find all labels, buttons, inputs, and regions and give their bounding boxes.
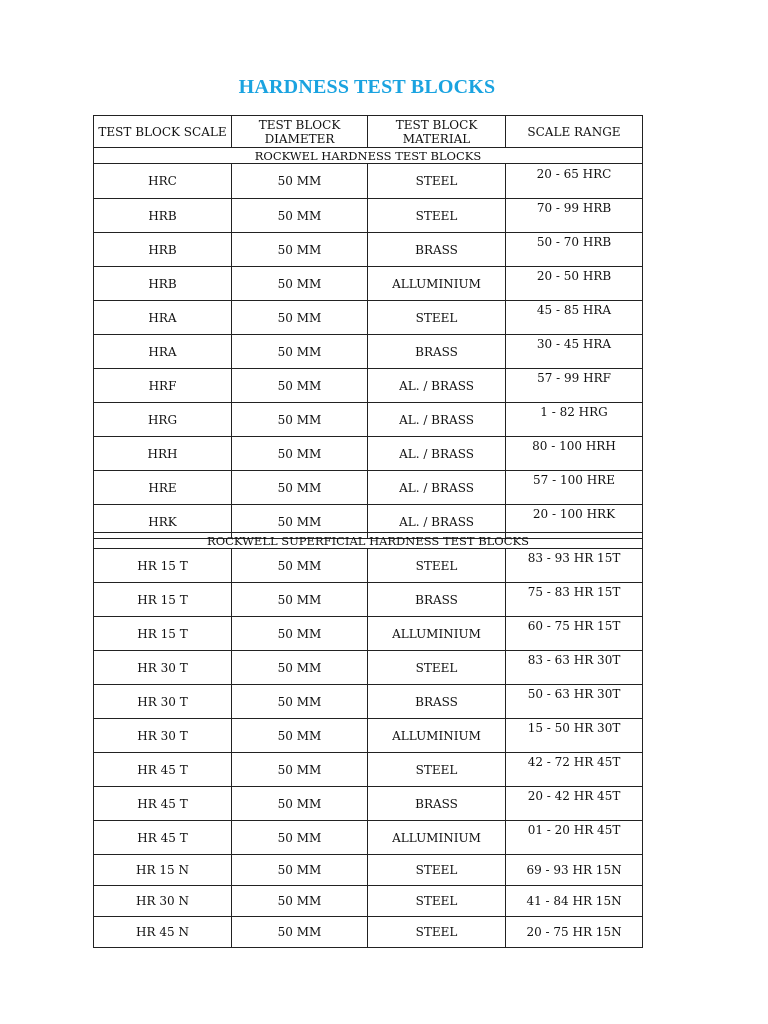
table-row <box>94 617 643 651</box>
cell-material: BRASS <box>368 233 506 267</box>
table-row <box>94 471 643 505</box>
cell-diameter: 50 MM <box>232 855 368 886</box>
cell-range: 41 - 84 HR 15N <box>506 886 643 917</box>
cell-diameter: 50 MM <box>232 437 368 471</box>
cell-scale: HRB <box>94 267 232 301</box>
cell-scale: HR 45 N <box>94 917 232 948</box>
cell-diameter: 50 MM <box>232 651 368 685</box>
cell-range: 30 - 45 HRA <box>506 335 643 369</box>
section-title-superficial: ROCKWELL SUPERFICIAL HARDNESS TEST BLOCKS <box>94 533 643 549</box>
cell-range: 83 - 63 HR 30T <box>506 651 643 685</box>
header-material-line2: MATERIAL <box>402 131 471 146</box>
cell-material: AL. / BRASS <box>368 505 506 539</box>
cell-range: 60 - 75 HR 15T <box>506 617 643 651</box>
cell-material: BRASS <box>368 787 506 821</box>
cell-scale: HRG <box>94 403 232 437</box>
cell-scale: HRB <box>94 233 232 267</box>
cell-scale: HRA <box>94 335 232 369</box>
cell-scale: HR 30 T <box>94 719 232 753</box>
table-row <box>94 369 643 403</box>
table-row <box>94 267 643 301</box>
cell-scale: HR 15 N <box>94 855 232 886</box>
cell-scale: HRB <box>94 199 232 233</box>
header-range: SCALE RANGE <box>506 116 643 148</box>
cell-diameter: 50 MM <box>232 233 368 267</box>
cell-range: 50 - 63 HR 30T <box>506 685 643 719</box>
cell-scale: HRF <box>94 369 232 403</box>
table-row <box>94 335 643 369</box>
cell-material: STEEL <box>368 301 506 335</box>
cell-material: ALLUMINIUM <box>368 617 506 651</box>
cell-scale: HRA <box>94 301 232 335</box>
cell-range: 57 - 99 HRF <box>506 369 643 403</box>
section-title-rockwell: ROCKWEL HARDNESS TEST BLOCKS <box>94 148 643 164</box>
cell-material: STEEL <box>368 753 506 787</box>
table-row <box>94 199 643 233</box>
table-row <box>94 917 643 948</box>
header-diameter-line2: DIAMETER <box>264 131 335 146</box>
cell-material: AL. / BRASS <box>368 471 506 505</box>
superficial-rows <box>94 549 643 948</box>
cell-diameter: 50 MM <box>232 617 368 651</box>
cell-range: 20 - 100 HRK <box>506 505 643 539</box>
cell-material: STEEL <box>368 855 506 886</box>
cell-scale: HR 45 T <box>94 787 232 821</box>
cell-material: STEEL <box>368 651 506 685</box>
table-row <box>94 233 643 267</box>
cell-material: STEEL <box>368 917 506 948</box>
table-header-row <box>94 116 643 148</box>
cell-material: STEEL <box>368 886 506 917</box>
cell-scale: HRC <box>94 164 232 199</box>
table-row <box>94 685 643 719</box>
cell-material: ALLUMINIUM <box>368 719 506 753</box>
cell-range: 1 - 82 HRG <box>506 403 643 437</box>
cell-diameter: 50 MM <box>232 753 368 787</box>
cell-diameter: 50 MM <box>232 471 368 505</box>
cell-diameter: 50 MM <box>232 199 368 233</box>
cell-diameter: 50 MM <box>232 505 368 539</box>
table-row <box>94 886 643 917</box>
header-material-line1: TEST BLOCK <box>395 117 478 132</box>
cell-range: 20 - 50 HRB <box>506 267 643 301</box>
table-row <box>94 821 643 855</box>
section-row <box>94 533 643 549</box>
cell-diameter: 50 MM <box>232 886 368 917</box>
cell-scale: HR 15 T <box>94 617 232 651</box>
header-material <box>368 116 506 148</box>
cell-diameter: 50 MM <box>232 267 368 301</box>
cell-diameter: 50 MM <box>232 549 368 583</box>
table-row <box>94 787 643 821</box>
rockwell-table <box>93 115 643 539</box>
cell-material: ALLUMINIUM <box>368 267 506 301</box>
cell-scale: HRK <box>94 505 232 539</box>
cell-material: AL. / BRASS <box>368 437 506 471</box>
cell-scale: HR 30 T <box>94 685 232 719</box>
section-row <box>94 148 643 164</box>
cell-diameter: 50 MM <box>232 301 368 335</box>
cell-diameter: 50 MM <box>232 403 368 437</box>
cell-range: 57 - 100 HRE <box>506 471 643 505</box>
cell-range: 70 - 99 HRB <box>506 199 643 233</box>
cell-diameter: 50 MM <box>232 685 368 719</box>
rockwell-rows <box>94 164 643 539</box>
cell-range: 83 - 93 HR 15T <box>506 549 643 583</box>
cell-material: AL. / BRASS <box>368 403 506 437</box>
table-row <box>94 753 643 787</box>
cell-diameter: 50 MM <box>232 335 368 369</box>
header-scale: TEST BLOCK SCALE <box>94 116 232 148</box>
cell-range: 20 - 42 HR 45T <box>506 787 643 821</box>
header-diameter-line1: TEST BLOCK <box>258 117 341 132</box>
superficial-table <box>93 532 643 948</box>
cell-range: 45 - 85 HRA <box>506 301 643 335</box>
table-row <box>94 403 643 437</box>
cell-range: 15 - 50 HR 30T <box>506 719 643 753</box>
cell-material: STEEL <box>368 199 506 233</box>
cell-material: ALLUMINIUM <box>368 821 506 855</box>
table-row <box>94 855 643 886</box>
cell-material: STEEL <box>368 549 506 583</box>
table-row <box>94 719 643 753</box>
cell-material: STEEL <box>368 164 506 199</box>
table-row <box>94 651 643 685</box>
cell-diameter: 50 MM <box>232 164 368 199</box>
cell-range: 42 - 72 HR 45T <box>506 753 643 787</box>
table-row <box>94 164 643 199</box>
cell-range: 01 - 20 HR 45T <box>506 821 643 855</box>
cell-diameter: 50 MM <box>232 917 368 948</box>
cell-diameter: 50 MM <box>232 821 368 855</box>
cell-diameter: 50 MM <box>232 719 368 753</box>
cell-scale: HR 30 T <box>94 651 232 685</box>
cell-material: BRASS <box>368 685 506 719</box>
cell-scale: HRE <box>94 471 232 505</box>
cell-range: 80 - 100 HRH <box>506 437 643 471</box>
cell-range: 69 - 93 HR 15N <box>506 855 643 886</box>
table-row <box>94 549 643 583</box>
cell-material: AL. / BRASS <box>368 369 506 403</box>
cell-diameter: 50 MM <box>232 369 368 403</box>
cell-range: 75 - 83 HR 15T <box>506 583 643 617</box>
cell-material: BRASS <box>368 583 506 617</box>
cell-range: 50 - 70 HRB <box>506 233 643 267</box>
page-title: HARDNESS TEST BLOCKS <box>238 76 496 98</box>
cell-diameter: 50 MM <box>232 787 368 821</box>
cell-scale: HR 15 T <box>94 583 232 617</box>
cell-diameter: 50 MM <box>232 583 368 617</box>
cell-range: 20 - 75 HR 15N <box>506 917 643 948</box>
cell-scale: HR 45 T <box>94 821 232 855</box>
cell-scale: HR 30 N <box>94 886 232 917</box>
cell-range: 20 - 65 HRC <box>506 164 643 199</box>
table-row <box>94 583 643 617</box>
table-row <box>94 437 643 471</box>
header-diameter <box>232 116 368 148</box>
cell-scale: HR 15 T <box>94 549 232 583</box>
table-row <box>94 301 643 335</box>
cell-scale: HR 45 T <box>94 753 232 787</box>
cell-material: BRASS <box>368 335 506 369</box>
cell-scale: HRH <box>94 437 232 471</box>
